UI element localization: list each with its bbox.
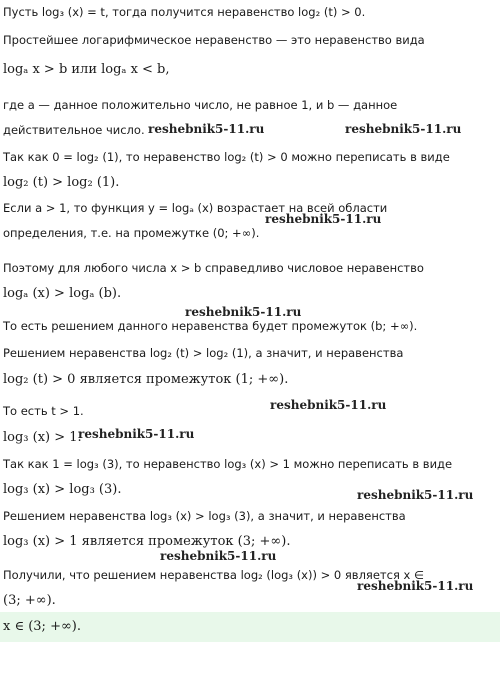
formula-line: logₐ x > b или logₐ x < b, [3, 62, 170, 77]
watermark: reshebnik5-11.ru [185, 305, 302, 319]
text-line: Поэтому для любого числа x > b справедливо числовое неравенство [3, 261, 424, 275]
text-line: Решением неравенства log₃ (x) > log₃ (3), а значит, и неравенства [3, 509, 406, 523]
answer-box [0, 612, 500, 642]
watermark: reshebnik5-11.ru [270, 398, 387, 412]
text-line: определения, т.е. на промежутке (0; +∞). [3, 226, 260, 240]
watermark: reshebnik5-11.ru [357, 579, 474, 593]
text-line: где a — данное положительно число, не равное 1, и b — данное [3, 98, 398, 112]
text-line: Получили, что решением неравенства log₂ (log₃ (x)) > 0 является x ∈ [3, 568, 424, 582]
text-line: Пусть log₃ (x) = t, тогда получится неравенство log₂ (t) > 0. [3, 5, 366, 19]
text-line: Так как 1 = log₃ (3), то неравенство log₃ (x) > 1 можно переписать в виде [3, 457, 453, 471]
text-line: То есть решением данного неравенства будет промежуток (b; +∞). [3, 319, 418, 333]
text-line: Решением неравенства log₂ (t) > log₂ (1), а значит, и неравенства [3, 346, 404, 360]
formula-line: log₃ (x) > 1. [3, 430, 82, 445]
formula-line: log₂ (t) > 0 является промежуток (1; +∞). [3, 372, 289, 387]
formula-line: logₐ (x) > logₐ (b). [3, 286, 122, 301]
text-line: Так как 0 = log₂ (1), то неравенство log₂ (t) > 0 можно переписать в виде [3, 150, 450, 164]
text-line: Если a > 1, то функция y = logₐ (x) возрастает на всей области [3, 201, 388, 215]
watermark: reshebnik5-11.ru [78, 427, 195, 441]
formula-line: (3; +∞). [3, 593, 56, 608]
text-line: действительное число. [3, 123, 145, 137]
formula-line: log₃ (x) > log₃ (3). [3, 482, 122, 497]
watermark: reshebnik5-11.ru [345, 122, 462, 136]
watermark: reshebnik5-11.ru [160, 549, 277, 563]
watermark: reshebnik5-11.ru [148, 122, 265, 136]
formula-line: log₂ (t) > log₂ (1). [3, 175, 120, 190]
text-line: Простейшее логарифмическое неравенство — это неравенство вида [3, 33, 425, 47]
formula-line: log₃ (x) > 1 является промежуток (3; +∞). [3, 534, 291, 549]
watermark: reshebnik5-11.ru [265, 212, 382, 226]
answer-text: x ∈ (3; +∞). [3, 619, 81, 634]
text-line: То есть t > 1. [3, 404, 84, 418]
watermark: reshebnik5-11.ru [357, 488, 474, 502]
